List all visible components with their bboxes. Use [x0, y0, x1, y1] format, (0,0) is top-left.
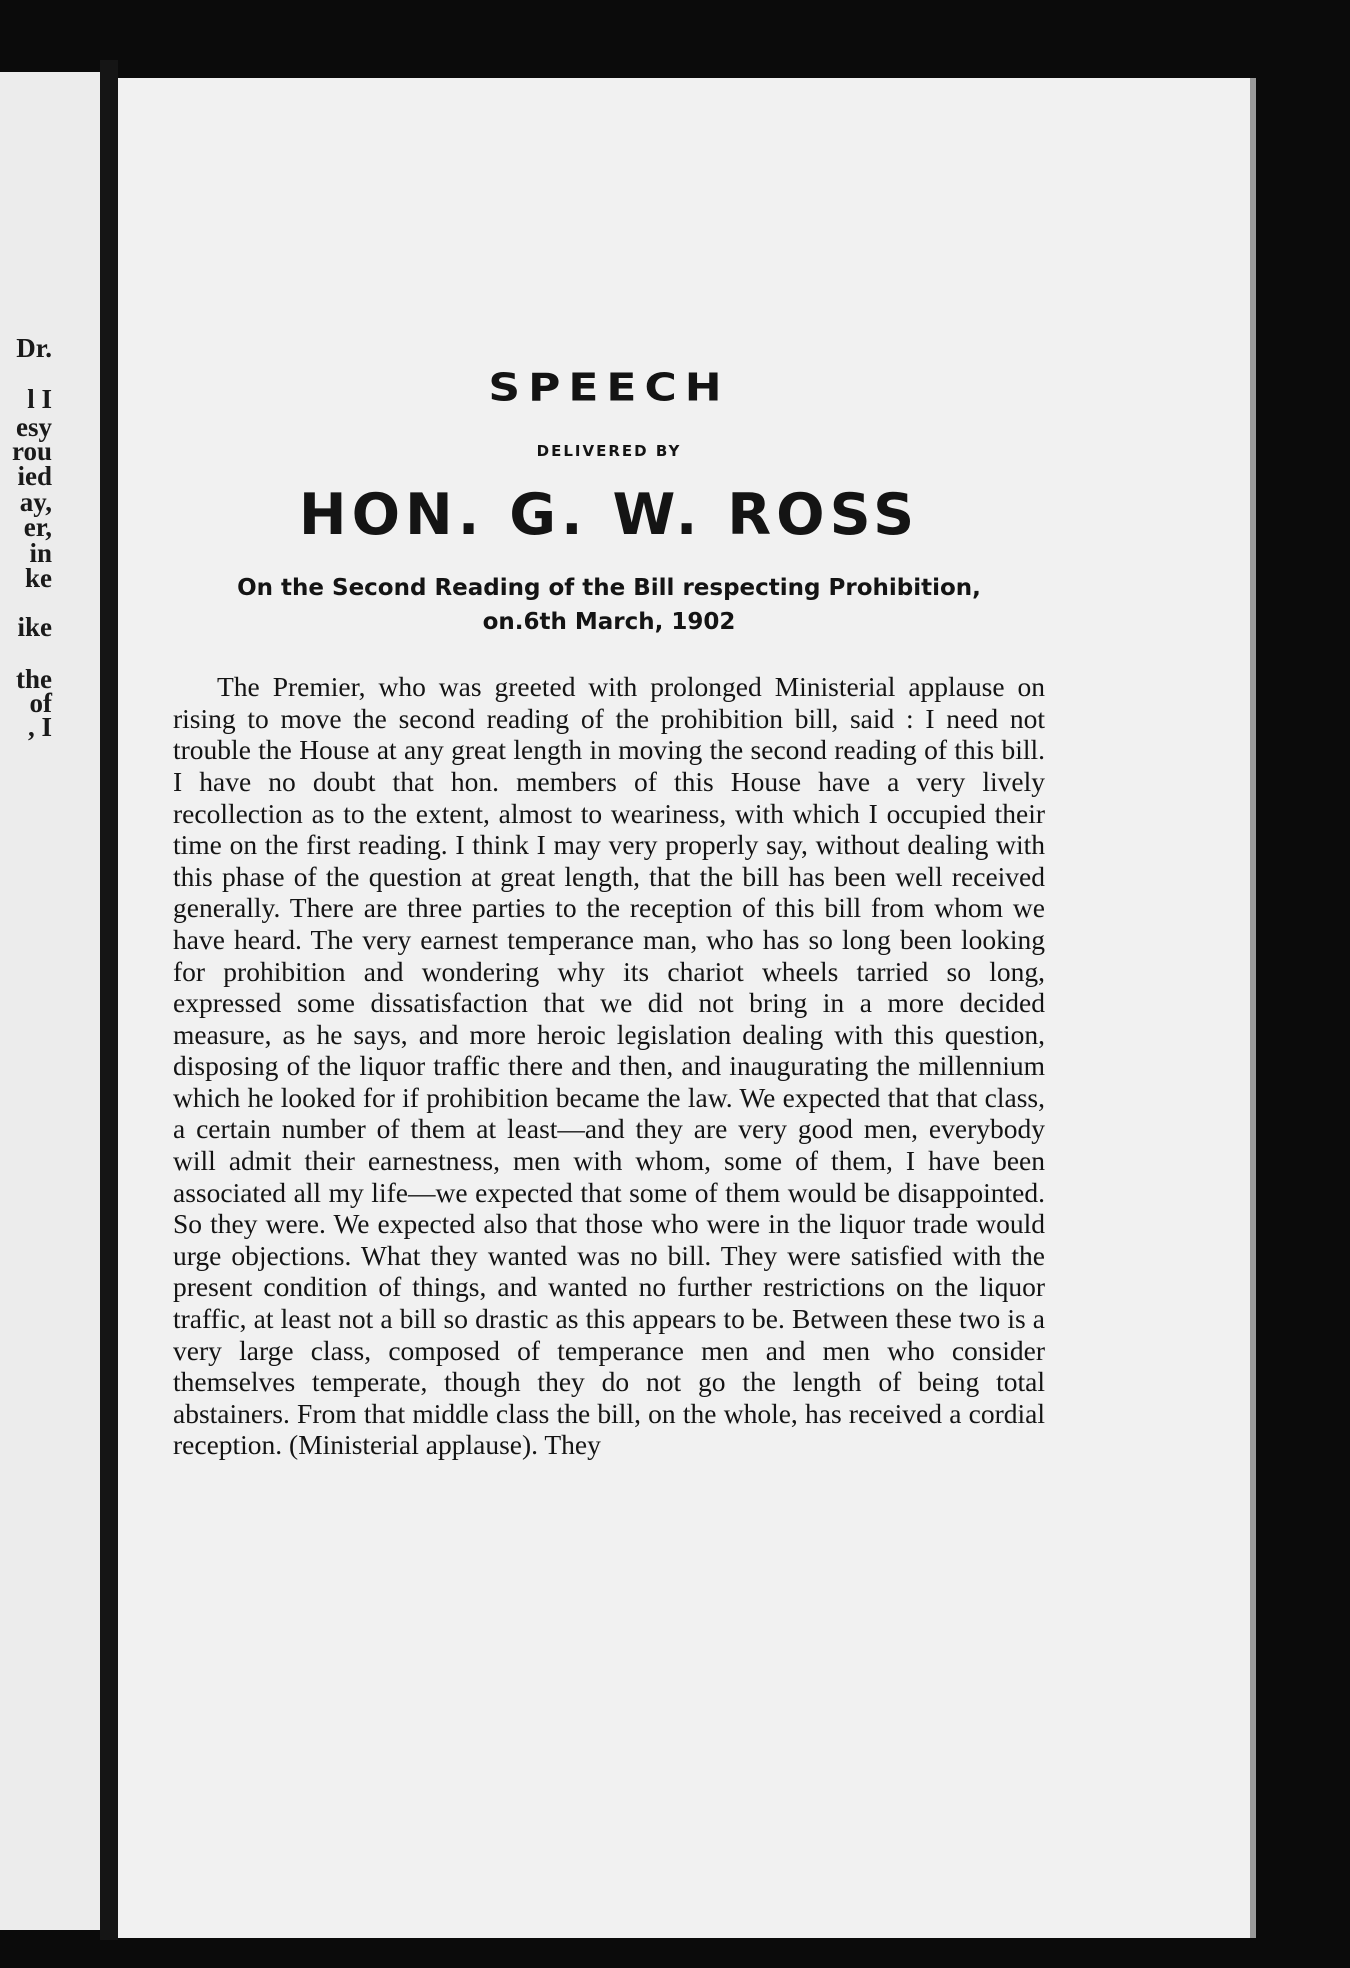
left-page-fragment: l I — [27, 384, 52, 414]
left-page-fragment: rou — [11, 436, 52, 466]
left-page-fragment: the — [16, 664, 52, 694]
speaker-name: HON. G. W. ROSS — [298, 482, 920, 548]
left-page-fragment: ike — [17, 612, 52, 642]
left-page-fragment: er, — [23, 512, 52, 542]
left-page-fragment: ay, — [19, 487, 52, 517]
page-content — [173, 366, 1045, 1461]
left-page-fragment: ke — [25, 563, 52, 593]
left-page-fragment: Dr. — [16, 333, 52, 363]
subtitle-line-2: on.6th March, 1902 — [482, 608, 736, 635]
left-page-fragment: ied — [17, 461, 52, 491]
page-edge — [1250, 78, 1256, 1938]
delivered-by-line: DELIVERED BY — [536, 442, 682, 460]
left-page-fragment: , I — [27, 712, 52, 742]
speech-body-paragraph: The Premier, who was greeted with prolonged Ministerial applause on rising to move the second reading of the prohibition bill, said : I need not trouble the House at any great length in moving the second reading of this bill. I have no doubt that hon. members of this House have a very lively recollection as to the extent, almost to weariness, with which I occupied their time on the first reading. I think I may very properly say, without dealing with this phase of the question at great length, that the bill has been well received generally. There are three parties to the reception of this bill from whom we have heard. The very earnest temperance man, who has so long been looking for prohibition and wondering why its chariot wheels tarried so long, expressed some dissatisfaction that we did not bring in a more decided measure, as he says, and more heroic legislation dealing with this question, disposing of the liquor traffic there and then, and inaugurating the millennium which he looked for if prohibition became the law. We expected that that class, a certain number of them at least—and they are very good men, everybody will admit their earnestness, men with whom, some of them, I have been associated all my life—we expected that some of them would be disappointed. So they were. We expected also that those who were in the liquor trade would urge objections. What they wanted was no bill. They were satisfied with the present condition of things, and wanted no further restrictions on the liquor traffic, at least not a bill so drastic as this appears to be. Between these two is a very large class, composed of temperance men and men who consider themselves temperate, though they do not go the length of being total abstainers. From that middle class the bill, on the whole, has received a cordial reception. (Ministerial applause). They — [173, 671, 1045, 1461]
left-page-fragment: of — [29, 688, 52, 718]
occasion-subtitle — [173, 572, 1045, 639]
book-gutter — [100, 60, 118, 1940]
left-page-fragment: esy — [16, 412, 52, 442]
left-page-fragment: in — [29, 538, 52, 568]
subtitle-line-1: On the Second Reading of the Bill respecting Prohibition, — [237, 575, 981, 601]
document-title: SPEECH — [488, 365, 730, 410]
left-facing-page — [0, 72, 102, 1930]
